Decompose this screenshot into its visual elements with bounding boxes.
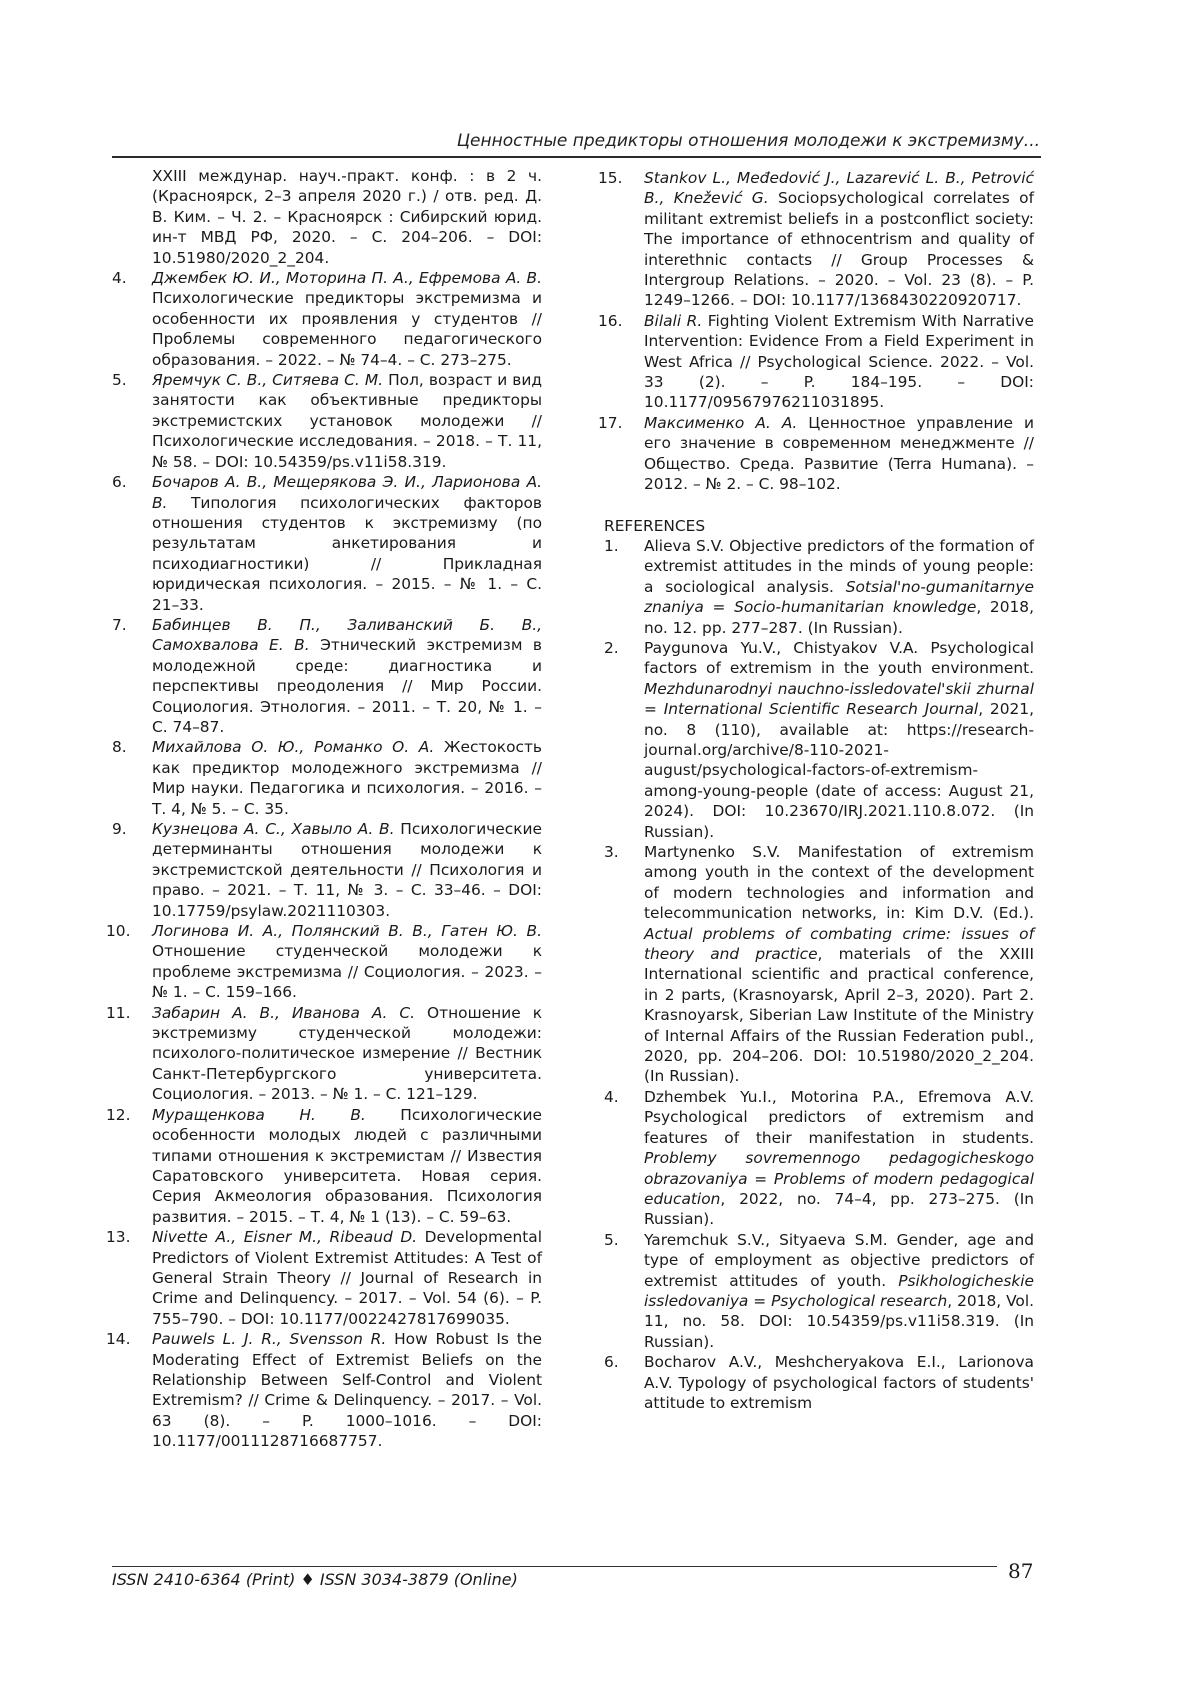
reference-authors: Забарин А. В., Иванова А. С. [152, 1003, 415, 1022]
reference-details: , materials of the XXIII International scientific and practical conference, in 2 parts, (Krasnoyarsk, April 2–3, 2020). Part 2. Krasnoyarsk, Siberian Law Institute of the Ministry of Internal Affairs of the Russian Federation publ., 2020, pp. 204–206. DOI: 10.51980/2020_2_204. (In Russian). [644, 945, 1034, 1086]
reference-number: 3. [604, 843, 619, 861]
reference-item [604, 1230, 1034, 1352]
reference-authors: Яремчук С. В., Ситяева С. М. [152, 371, 384, 390]
reference-text [152, 269, 542, 369]
reference-main: Bocharov A.V., Meshcheryakova E.I., Larionova A.V. Typology of psychological factors of students' attitude to extremism [644, 1353, 1034, 1412]
reference-details: Отношение к экстремизму студенческой молодежи: психолого-политическое измерение // Вестник Санкт-Петербургского университета. Социология. – 2013. – № 1. – С. 121–129. [152, 1003, 542, 1104]
reference-source: Actual problems of combating crime: issues of theory and practice [644, 924, 1034, 964]
reference-item [112, 819, 542, 921]
reference-authors: Бочаров А. В., Мещерякова Э. И., Ларионова А. В. [152, 473, 542, 512]
reference-authors: Муращенкова Н. В. [152, 1105, 366, 1124]
reference-item [112, 472, 542, 615]
reference-authors: Nivette A., Eisner M., Ribeaud D. [152, 1228, 418, 1247]
reference-number: 8. [112, 738, 127, 757]
reference-item [598, 168, 1034, 311]
reference-text [644, 537, 1034, 637]
reference-item [604, 842, 1034, 1087]
reference-item [604, 638, 1034, 842]
reference-continuation: XXIII междунар. науч.-практ. конф. : в 2 ч. (Красноярск, 2–3 апреля 2020 г.) / отв. ред. Д. В. Ким. – Ч. 2. – Красноярск : Сибирский юрид. ин-т МВД РФ, 2020. – С. 204–206. – DOI: 10.51980/2020_2_204. [152, 167, 542, 267]
reference-details: , 2018, no. 12. pp. 277–287. (In Russian). [644, 598, 1034, 637]
running-title: Ценностные предикторы отношения молодежи к экстремизму... [456, 131, 1040, 151]
reference-details: , 2021, no. 8 (110), available at: https://research-journal.org/archive/8-110-2021-august/psychological-factors-of-extremism-among-young-people (date of access: August 21, 2024). DOI: 10.23670/IRJ.2021.110.8.072. (In Russian). [644, 700, 1034, 841]
reference-number: 5. [112, 371, 127, 390]
reference-item [106, 1227, 542, 1329]
reference-number: 15. [598, 169, 623, 187]
reference-text [644, 1353, 1034, 1412]
right-column [598, 168, 1035, 1413]
reference-details: Типология психологических факторов отношения студентов к экстремизму (по результатам анкетирования и психодиагностики) // Прикладная юридическая психология. – 2015. – № 1. – С. 21–33. [152, 493, 542, 614]
reference-number: 4. [112, 269, 127, 288]
reference-item [604, 1087, 1034, 1230]
reference-authors: Pauwels L. J. R., Svensson R. [152, 1330, 387, 1349]
reference-details: Психологические детерминанты отношения молодежи к экстремистской деятельности // Психология и право. – 2021. – Т. 11, № 3. – С. 33–46. – DOI: 10.17759/psylaw.2021110303. [152, 820, 542, 920]
reference-details: , 2018, Vol. 11, no. 58. DOI: 10.54359/ps.v11i58.319. (In Russian). [644, 1291, 1035, 1351]
reference-text [644, 1231, 1034, 1351]
reference-text [152, 1106, 542, 1226]
footer-issn: ISSN 2410-6364 (Print) ♦ ISSN 3034-3879 (Online) [112, 1570, 518, 1589]
reference-number: 7. [112, 615, 127, 634]
reference-number: 6. [604, 1353, 619, 1372]
reference-text [644, 414, 1034, 493]
reference-item [112, 268, 542, 370]
reference-authors: Бабинцев В. П., Заливанский Б. В., Самохвалова Е. В. [152, 615, 542, 655]
left-column [106, 166, 543, 1452]
reference-details: , 2022, no. 74–4, pp. 273–275. (In Russian). [644, 1189, 1034, 1229]
reference-item [112, 615, 542, 737]
reference-text [644, 169, 1034, 309]
reference-main: Martynenko S.V. Manifestation of extremism among youth in the context of the development of modern technologies and information and telecommunication networks, in: Kim D.V. (Ed.). [644, 843, 1034, 923]
reference-main: Dzhembek Yu.I., Motorina P.A., Efremova A.V. Psychological predictors of extremism and features of their manifestation in students. [644, 1087, 1034, 1147]
reference-text [644, 639, 1034, 841]
reference-number: 4. [604, 1087, 619, 1106]
reference-authors: Логинова И. А., Полянский В. В., Гатен Ю. В. [152, 922, 542, 941]
reference-text [644, 1088, 1034, 1228]
reference-item [112, 737, 542, 819]
reference-number: 9. [112, 820, 127, 838]
reference-text [152, 1004, 542, 1104]
reference-details: Психологические особенности молодых людей с различными типами отношения к экстремистам // Известия Саратовского университета. Новая серия. Серия Акмеология образования. Психология развития. – 2015. – Т. 4, № 1 (13). – С. 59–63. [152, 1105, 542, 1226]
reference-item [604, 536, 1034, 638]
reference-text [152, 1228, 542, 1328]
reference-details: Ценностное управление и его значение в современном менеджменте // Общество. Среда. Развитие (Terra Humana). – 2012. – № 2. – С. 98–102. [644, 413, 1035, 494]
reference-number: 16. [598, 311, 623, 330]
reference-details: Жестокость как предиктор молодежного экстремизма // Мир науки. Педагогика и психология. – 2016. – Т. 4, № 5. – С. 35. [152, 738, 542, 818]
reference-details: Отношение студенческой молодежи к проблеме экстремизма // Социология. – 2023. – № 1. – С. 159–166. [152, 942, 542, 1002]
reference-details: How Robust Is the Moderating Effect of Extremist Beliefs on the Relationship Between Self-Control and Violent Extremism? // Crime & Delinquency. – 2017. – Vol. 63 (8). – P. 1000–1016. – DOI: 10.1177/0011128716687757. [152, 1330, 542, 1451]
reference-details: Fighting Violent Extremism With Narrative Intervention: Evidence From a Field Experiment in West Africa // Psychological Science. 2022. – Vol. 33 (2). – P. 184–195. – DOI: 10.1177/09567976211031895. [644, 311, 1034, 412]
page-number: 87 [1008, 1559, 1034, 1583]
left-reference-list [106, 268, 543, 1452]
reference-text [152, 616, 542, 736]
reference-main: Paygunova Yu.V., Chistyakov V.A. Psychological factors of extremism in the youth environment. [644, 638, 1034, 678]
reference-number: 12. [106, 1105, 131, 1124]
reference-number: 11. [106, 1003, 131, 1022]
reference-details: Sociopsychological correlates of militant extremist beliefs in a postconflict society: The importance of ethnocentrism and quality of interethnic contacts // Group Processes & Intergroup Relations. – 2020. – Vol. 23 (8). – P. 1249–1266. – DOI: 10.1177/1368430220920717. [644, 189, 1034, 310]
reference-item [106, 1003, 542, 1105]
reference-item [598, 311, 1034, 413]
english-reference-list [604, 536, 1034, 1413]
reference-item [598, 413, 1035, 495]
reference-authors: Максименко А. А. [644, 413, 798, 432]
reference-authors: Bilali R. [644, 311, 703, 330]
reference-item [106, 1105, 542, 1227]
reference-text [152, 371, 542, 471]
reference-text [152, 473, 542, 613]
reference-main: Yaremchuk S.V., Sityaeva S.M. Gender, age and type of employment as objective predictors of extremist attitudes of youth. [644, 1230, 1034, 1290]
reference-number: 5. [604, 1230, 619, 1249]
reference-authors: Stankov L., Međedović J., Lazarević L. B., Petrović B., Knežević G. [644, 169, 1034, 208]
reference-details: Этнический экстремизм в молодежной среде: диагностика и перспективы преодоления // Мир России. Социология. Этнология. – 2011. – Т. 20, № 1. – С. 74–87. [152, 636, 543, 736]
reference-number: 10. [106, 922, 131, 941]
reference-source: Mezhdunarodnyi nauchno-issledovatel'skii zhurnal = International Scientific Research Journal [644, 679, 1034, 719]
references-heading: REFERENCES [604, 516, 706, 535]
reference-details: Developmental Predictors of Violent Extremist Attitudes: A Test of General Strain Theory // Journal of Research in Crime and Delinquency. – 2017. – Vol. 54 (6). – P. 755–790. – DOI: 10.1177/0022427817699035. [152, 1228, 542, 1328]
reference-authors: Михайлова О. Ю., Романко О. А. [152, 738, 435, 757]
reference-text [644, 312, 1034, 412]
right-reference-list [598, 168, 1035, 495]
reference-number: 13. [106, 1228, 131, 1247]
reference-source: Problemy sovremennogo pedagogicheskogo obrazovaniya = Problems of modern pedagogical education [644, 1149, 1034, 1208]
reference-item [106, 1329, 542, 1451]
reference-number: 14. [106, 1330, 131, 1349]
reference-number: 2. [604, 638, 619, 657]
reference-details: Психологические предикторы экстремизма и особенности их проявления у студентов // Проблемы современного педагогического образования. – 2022. – № 74–4. – С. 273–275. [152, 289, 542, 369]
reference-number: 1. [604, 536, 619, 555]
reference-number: 17. [598, 413, 623, 432]
footer-rule [112, 1566, 997, 1567]
reference-text [152, 1330, 542, 1450]
header-rule [112, 156, 1041, 158]
reference-text [644, 843, 1034, 1085]
reference-text [152, 922, 542, 1001]
reference-number: 6. [112, 473, 127, 492]
reference-main: Alieva S.V. Objective predictors of the formation of extremist attitudes in the minds of young people: a sociological analysis. [644, 536, 1034, 596]
reference-item [112, 370, 542, 472]
reference-text [152, 738, 542, 817]
reference-item [106, 921, 542, 1003]
reference-item [604, 1352, 1034, 1413]
reference-authors: Кузнецова А. С., Хавыло А. В. [152, 820, 395, 838]
reference-text [152, 820, 542, 920]
reference-authors: Джембек Ю. И., Моторина П. А., Ефремова А. В. [152, 269, 542, 288]
reference-source: Psikhologicheskie issledovaniya = Psychological research [644, 1271, 1034, 1310]
reference-source: Sotsial'no-gumanitarnye znaniya = Socio-humanitarian knowledge [644, 577, 1034, 617]
reference-details: Пол, возраст и вид занятости как объективные предикторы экстремистских установок молодежи // Психологические исследования. – 2018. – Т. 11, № 58. – DOI: 10.54359/ps.v11i58.319. [152, 371, 542, 471]
